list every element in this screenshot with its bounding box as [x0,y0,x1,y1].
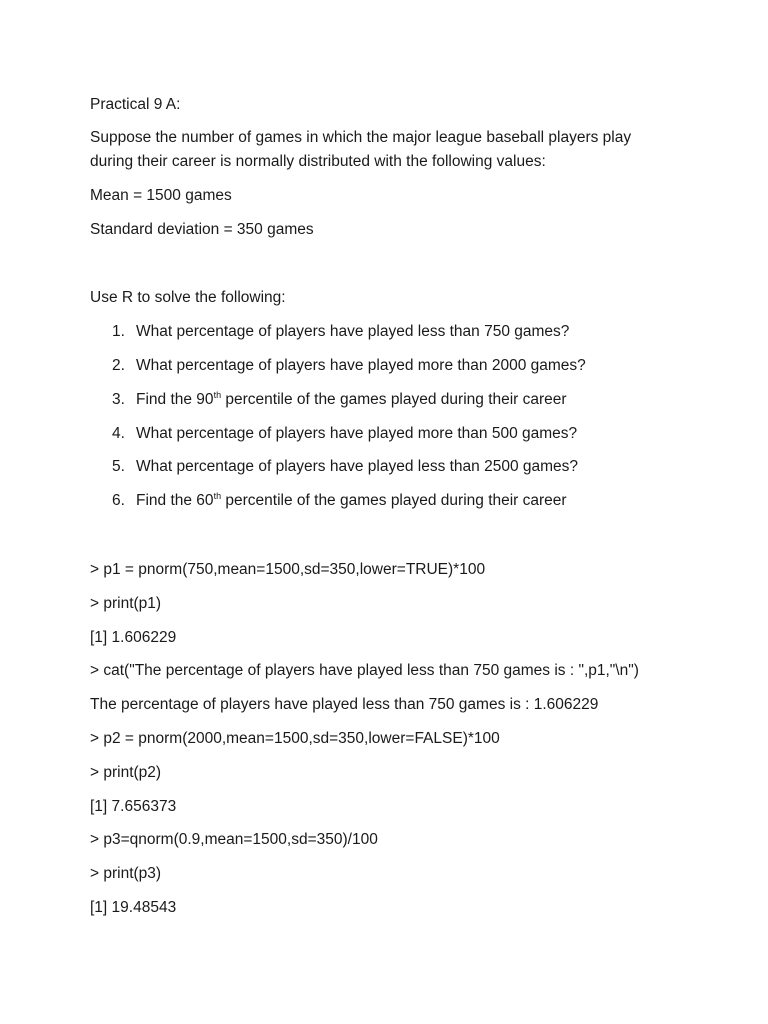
code-line-10: > print(p3) [90,865,162,882]
question-2 [112,356,586,376]
question-1 [112,322,569,342]
question-text-pre: Find the 60 [136,492,214,509]
code-line-6: > p2 = pnorm(2000,mean=1500,sd=350,lower=FALSE)*100 [90,730,500,747]
mean-value: Mean = 1500 games [90,187,232,204]
question-text-pre: Find the 90 [136,391,214,408]
code-line-11: [1] 19.48543 [90,899,177,916]
code-line-3: [1] 1.606229 [90,629,177,646]
question-text: What percentage of players have played more than 500 games? [136,425,578,442]
code-line-2: > print(p1) [90,595,162,612]
question-4 [112,424,577,444]
question-number: 2. [112,357,125,374]
intro-line-2: during their career is normally distributed with the following values: [90,153,546,170]
ordinal-suffix: th [213,390,222,400]
question-text: What percentage of players have played less than 750 games? [136,323,570,340]
code-line-4: > cat("The percentage of players have played less than 750 games is : ",p1,"\n") [90,662,639,679]
document-title: Practical 9 A: [90,96,181,113]
intro-line-1: Suppose the number of games in which the major league baseball players play [90,129,632,146]
question-5 [112,457,578,477]
question-number: 1. [112,323,125,340]
question-3 [112,390,567,410]
question-text: What percentage of players have played more than 2000 games? [136,357,586,374]
question-number: 3. [112,391,125,408]
code-line-9: > p3=qnorm(0.9,mean=1500,sd=350)/100 [90,831,378,848]
standard-deviation-value: Standard deviation = 350 games [90,221,314,238]
question-text-post: percentile of the games played during their career [221,391,567,408]
code-line-1: > p1 = pnorm(750,mean=1500,sd=350,lower=TRUE)*100 [90,561,486,578]
question-number: 4. [112,425,125,442]
question-text: What percentage of players have played less than 2500 games? [136,458,579,475]
instruction: Use R to solve the following: [90,289,286,306]
code-line-7: > print(p2) [90,764,162,781]
ordinal-suffix: th [213,491,222,501]
question-6 [112,491,567,511]
question-number: 5. [112,458,125,475]
code-line-8: [1] 7.656373 [90,798,177,815]
question-text-post: percentile of the games played during their career [221,492,567,509]
code-line-5: The percentage of players have played less than 750 games is : 1.606229 [90,696,599,713]
question-number: 6. [112,492,125,509]
